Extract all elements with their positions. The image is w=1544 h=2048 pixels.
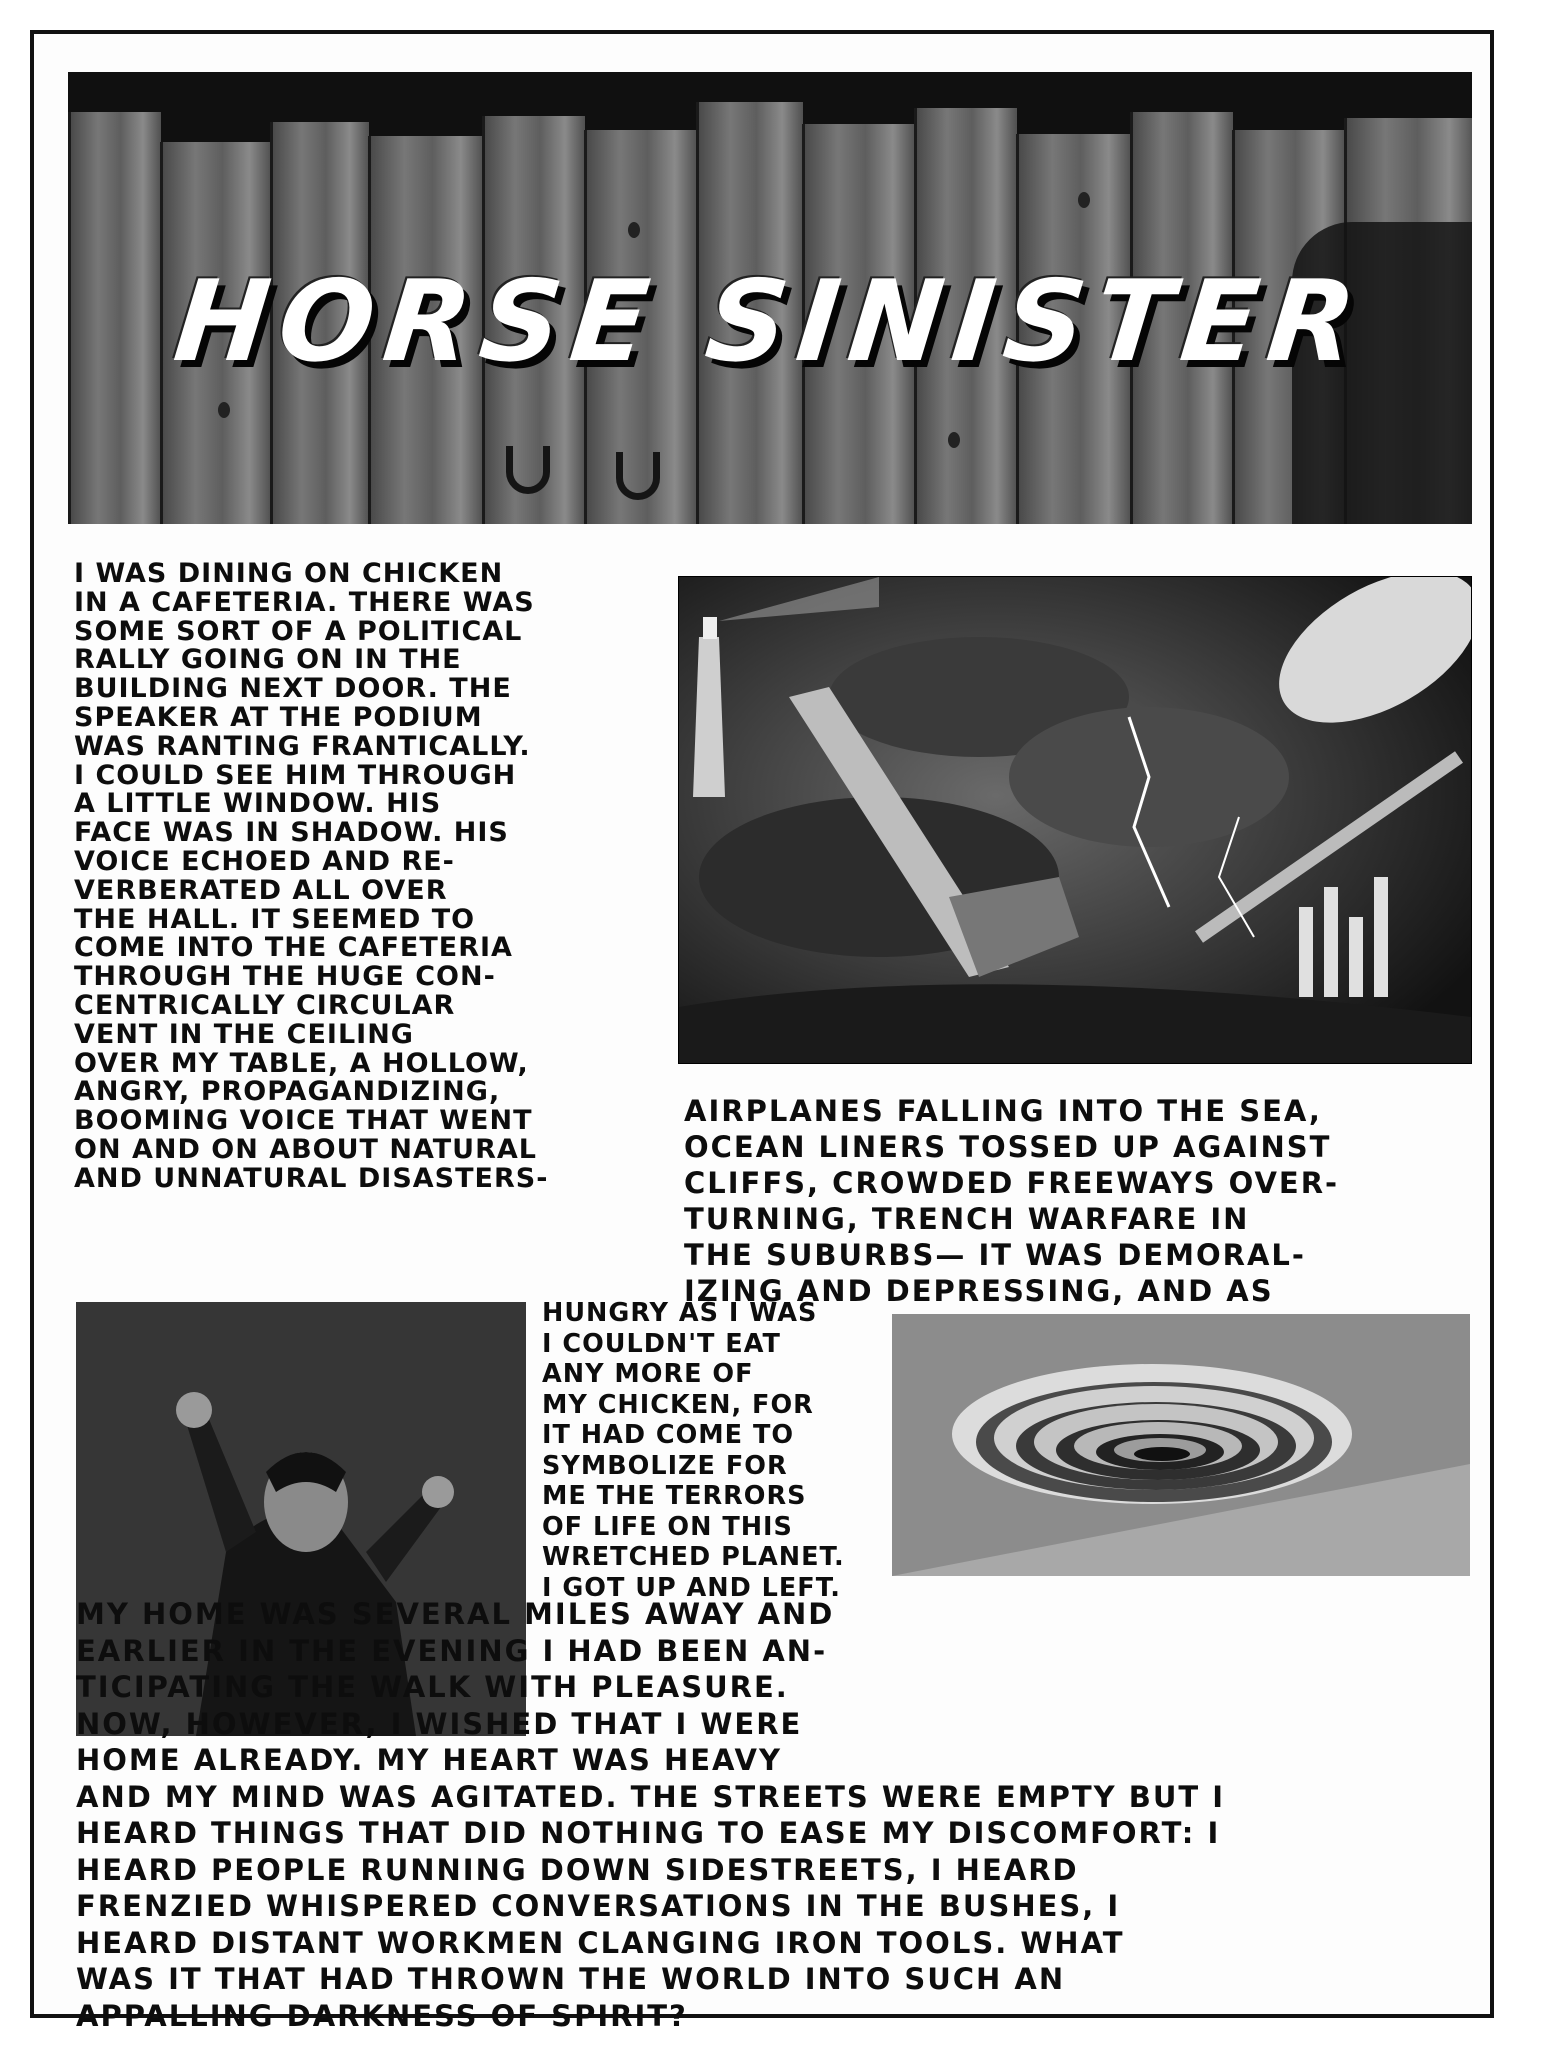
storm-disasters-icon: [679, 577, 1471, 1063]
storm-illustration: [678, 576, 1472, 1064]
horseshoe-icon: [506, 446, 550, 494]
concentric-ceiling-vent-icon: [892, 1314, 1470, 1576]
story-text-walk-home: MY HOME WAS SEVERAL MILES AWAY AND EARLIER IN THE EVENING I HAD BEEN AN- TICIPATING THE WALK WITH PLEASURE. NOW, HOWEVER, I WISHED THAT I WERE HOME ALREADY. MY HEART WAS HEAVY AND MY MIND WAS AGITATED. THE STREETS WERE EMPTY BUT I HEARD THINGS THAT DID NOTHING TO EASE MY DISCOMFORT: I HEARD PEOPLE RUNNING DOWN SIDESTREETS, I HEARD FRENZIED WHISPERED CONVERSATIONS IN THE BUSHES, I HEARD DISTANT WORKMEN CLANGING IRON TOOLS. WHAT WAS IT THAT HAD THROWN THE WORLD INTO SUCH AN APPALLING DARKNESS OF SPIRIT?: [76, 1597, 1226, 2033]
title-banner: [68, 72, 1472, 524]
wood-knot: [1078, 192, 1090, 208]
story-text-disasters: AIRPLANES FALLING INTO THE SEA, OCEAN LINERS TOSSED UP AGAINST CLIFFS, CROWDED FREEWAYS OVER- TURNING, TRENCH WARFARE IN THE SUBURBS— IT WAS DEMORAL- IZING AND DEPRESSING, AND AS: [684, 1094, 1340, 1308]
ceiling-vent-illustration: [892, 1314, 1470, 1576]
wood-knot: [218, 402, 230, 418]
wood-knot: [628, 222, 640, 238]
page-title: HORSE SINISTER: [168, 257, 1372, 387]
story-text-hungry: HUNGRY AS I WAS I COULDN'T EAT ANY MORE OF MY CHICKEN, FOR IT HAD COME TO SYMBOLIZE FOR ME THE TERRORS OF LIFE ON THIS WRETCHED PLANET. I GOT UP AND LEFT.: [542, 1298, 845, 1603]
story-text-intro: I WAS DINING ON CHICKEN IN A CAFETERIA. THERE WAS SOME SORT OF A POLITICAL RALLY GOING ON IN THE BUILDING NEXT DOOR. THE SPEAKER AT THE PODIUM WAS RANTING FRANTICALLY. I COULD SEE HIM THROUGH A LITTLE WINDOW. HIS FACE WAS IN SHADOW. HIS VOICE ECHOED AND RE- VERBERATED ALL OVER THE HALL. IT SEEMED TO COME INTO THE CAFETERIA THROUGH THE HUGE CON- CENTRICALLY CIRCULAR VENT IN THE CEILING OVER MY TABLE, A HOLLOW, ANGRY, PROPAGANDIZING, BOOMING VOICE THAT WENT ON AND ON ABOUT NATURAL AND UNNATURAL DISASTERS-: [74, 558, 549, 1194]
horseshoe-icon: [616, 452, 660, 500]
wood-knot: [948, 432, 960, 448]
